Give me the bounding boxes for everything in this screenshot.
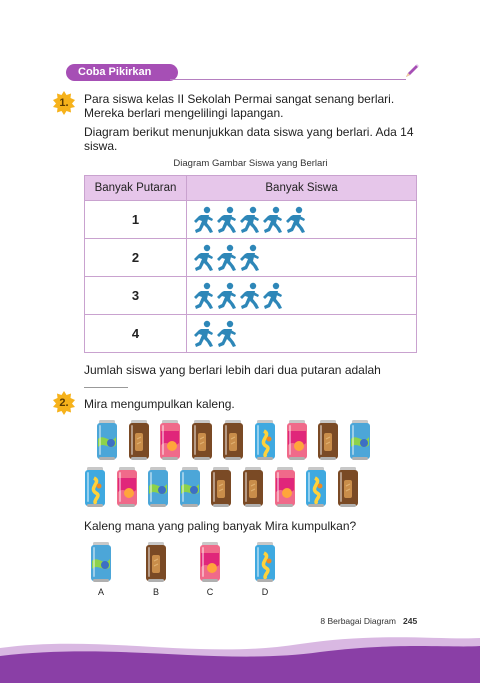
can-d-icon bbox=[84, 466, 106, 508]
q1-line-1: Para siswa kelas II Sekolah Permai sangat senang berlari. bbox=[84, 92, 395, 106]
table-row bbox=[85, 277, 417, 315]
runner-icon bbox=[261, 206, 285, 234]
can-b-icon bbox=[222, 419, 244, 461]
chapter-label: 8 Berbagai Diagram bbox=[320, 616, 396, 626]
option-label[interactable]: B bbox=[152, 587, 159, 597]
runner-icon bbox=[192, 206, 216, 234]
option-a-can-icon[interactable] bbox=[90, 541, 112, 583]
runner-icon bbox=[284, 206, 308, 234]
page-number: 245 bbox=[403, 616, 418, 626]
pictograph-table bbox=[84, 175, 417, 353]
runner-icon bbox=[192, 282, 216, 310]
row-students-icons bbox=[187, 239, 417, 277]
row-rounds-value: 4 bbox=[85, 315, 187, 353]
option-label[interactable]: C bbox=[206, 587, 214, 597]
can-b-icon bbox=[337, 466, 359, 508]
row-rounds-value: 1 bbox=[85, 201, 187, 239]
can-c-icon bbox=[159, 419, 181, 461]
row-rounds-value: 2 bbox=[85, 239, 187, 277]
option-b-can-icon[interactable] bbox=[145, 541, 167, 583]
can-d-icon bbox=[305, 466, 327, 508]
question-2-badge bbox=[52, 391, 76, 415]
q1-line-4: siswa. bbox=[84, 139, 118, 153]
runner-icon bbox=[238, 206, 262, 234]
q1-line-2: Mereka berlari mengelilingi lapangan. bbox=[84, 106, 284, 120]
pencil-icon bbox=[402, 62, 420, 80]
question-2-number: 2. bbox=[59, 397, 69, 409]
runner-icon bbox=[215, 320, 239, 348]
table-row bbox=[85, 315, 417, 353]
table-row bbox=[85, 201, 417, 239]
can-b-icon bbox=[128, 419, 150, 461]
column-header-rounds: Banyak Putaran bbox=[85, 176, 187, 201]
cans-row-1 bbox=[96, 419, 380, 463]
question-1-number: 1. bbox=[59, 97, 69, 109]
option-label[interactable]: D bbox=[261, 587, 269, 597]
can-a-icon bbox=[147, 466, 169, 508]
can-a-icon bbox=[179, 466, 201, 508]
answer-blank bbox=[84, 387, 128, 388]
cans-row-2 bbox=[84, 466, 368, 510]
q2-intro: Mira mengumpulkan kaleng. bbox=[84, 397, 235, 411]
footer-wave bbox=[0, 630, 480, 683]
runner-icon bbox=[238, 282, 262, 310]
row-students-icons bbox=[187, 315, 417, 353]
can-c-icon bbox=[286, 419, 308, 461]
runner-icon bbox=[215, 206, 239, 234]
can-a-icon bbox=[96, 419, 118, 461]
runner-icon bbox=[215, 282, 239, 310]
can-b-icon bbox=[242, 466, 264, 508]
option-label[interactable]: A bbox=[97, 587, 104, 597]
can-b-icon bbox=[317, 419, 339, 461]
option-d-can-icon[interactable] bbox=[254, 541, 276, 583]
runner-icon bbox=[192, 244, 216, 272]
q2-question: Kaleng mana yang paling banyak Mira kumpulkan? bbox=[84, 519, 357, 533]
can-b-icon bbox=[210, 466, 232, 508]
option-c-can-icon[interactable] bbox=[199, 541, 221, 583]
runner-icon bbox=[261, 282, 285, 310]
question-1-badge bbox=[52, 91, 76, 115]
runner-icon bbox=[192, 320, 216, 348]
can-c-icon bbox=[116, 466, 138, 508]
row-students-icons bbox=[187, 201, 417, 239]
can-a-icon bbox=[349, 419, 371, 461]
can-b-icon bbox=[191, 419, 213, 461]
q1-line-3: Diagram berikut menunjukkan data siswa yang berlari. Ada 14 bbox=[84, 125, 414, 139]
section-divider bbox=[170, 79, 406, 80]
row-rounds-value: 3 bbox=[85, 277, 187, 315]
runner-icon bbox=[238, 244, 262, 272]
row-students-icons bbox=[187, 277, 417, 315]
table-row bbox=[85, 239, 417, 277]
section-title: Coba Pikirkan bbox=[66, 64, 178, 81]
chart-title: Diagram Gambar Siswa yang Berlari bbox=[173, 158, 328, 169]
q1-question: Jumlah siswa yang berlari lebih dari dua putaran adalah bbox=[84, 363, 381, 377]
runner-icon bbox=[215, 244, 239, 272]
can-d-icon bbox=[254, 419, 276, 461]
can-c-icon bbox=[274, 466, 296, 508]
column-header-students: Banyak Siswa bbox=[187, 176, 417, 201]
